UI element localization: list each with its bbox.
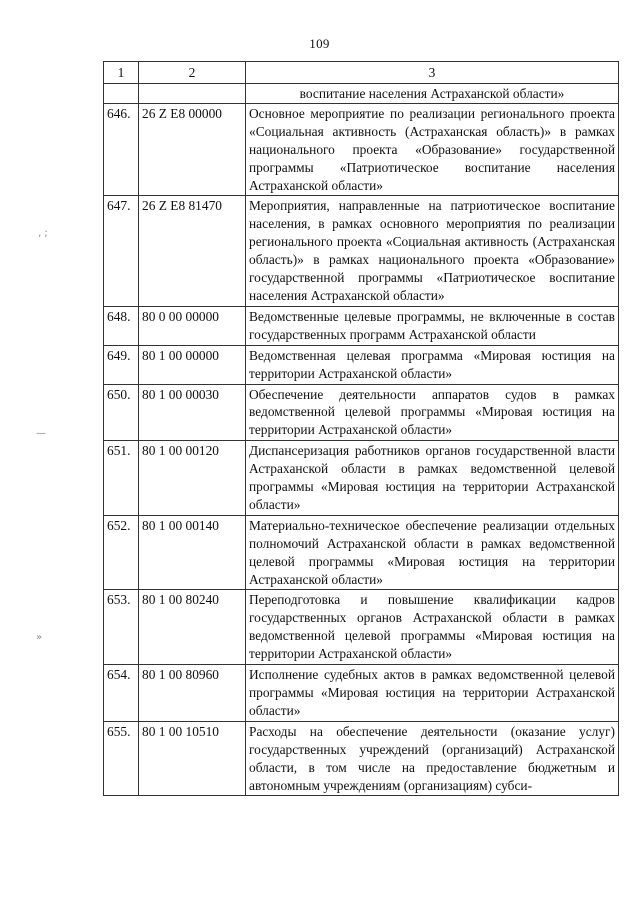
table-row bbox=[104, 306, 619, 345]
continuation-text: воспитание населения Астраханской области» bbox=[246, 84, 619, 104]
column-header-3: 3 bbox=[246, 62, 619, 84]
budget-classification-table bbox=[103, 61, 619, 796]
table-row bbox=[104, 441, 619, 516]
row-code: 80 1 00 00030 bbox=[139, 384, 246, 441]
row-number: 649. bbox=[104, 345, 139, 384]
row-description: Расходы на обеспечение деятельности (оказание услуг) государственных учреждений (организаций) Астраханской области, в том числе на предоставление бюджетным и автономным учреждениям (организациям) субси- bbox=[246, 721, 619, 796]
row-number: 650. bbox=[104, 384, 139, 441]
row-number: 653. bbox=[104, 590, 139, 665]
column-header-1: 1 bbox=[104, 62, 139, 84]
row-code: 80 1 00 00120 bbox=[139, 441, 246, 516]
table-row bbox=[104, 103, 619, 196]
row-description: Обеспечение деятельности аппаратов судов в рамках ведомственной целевой программы «Мировая юстиция на территории Астраханской области» bbox=[246, 384, 619, 441]
row-description: Материально-техническое обеспечение реализации отдельных полномочий Астраханской области в рамках ведомственной целевой программы «Мировая юстиция на территории Астраханской области» bbox=[246, 515, 619, 590]
row-description: Основное мероприятие по реализации регионального проекта «Социальная активность (Астраханская область)» в рамках национального проекта «Образование» государственной программы «Патриотическое воспитание населения Астраханской области» bbox=[246, 103, 619, 196]
row-code: 80 1 00 80960 bbox=[139, 665, 246, 722]
scan-margin-mark: » bbox=[36, 632, 43, 643]
row-code: 80 1 00 10510 bbox=[139, 721, 246, 796]
row-code: 80 1 00 00140 bbox=[139, 515, 246, 590]
continuation-code-cell bbox=[139, 84, 246, 104]
row-description: Исполнение судебных актов в рамках ведомственной целевой программы «Мировая юстиция на территории Астраханской области» bbox=[246, 665, 619, 722]
table-row bbox=[104, 721, 619, 796]
row-description: Ведомственная целевая программа «Мировая юстиция на территории Астраханской области» bbox=[246, 345, 619, 384]
row-description: Переподготовка и повышение квалификации кадров государственных органов Астраханской области в рамках ведомственной целевой программы «Мировая юстиция на территории Астраханской области» bbox=[246, 590, 619, 665]
row-description: Ведомственные целевые программы, не включенные в состав государственных программ Астраханской области bbox=[246, 306, 619, 345]
table-row bbox=[104, 665, 619, 722]
table-body bbox=[104, 62, 619, 796]
row-number: 646. bbox=[104, 103, 139, 196]
continuation-num-cell bbox=[104, 84, 139, 104]
table-row bbox=[104, 515, 619, 590]
row-code: 26 Z E8 81470 bbox=[139, 196, 246, 306]
row-number: 652. bbox=[104, 515, 139, 590]
column-header-2: 2 bbox=[139, 62, 246, 84]
row-number: 655. bbox=[104, 721, 139, 796]
scan-margin-mark: ‚ ; bbox=[38, 228, 48, 239]
table-row bbox=[104, 196, 619, 306]
row-code: 80 1 00 80240 bbox=[139, 590, 246, 665]
row-number: 647. bbox=[104, 196, 139, 306]
row-description: Мероприятия, направленные на патриотическое воспитание населения, в рамках основного мероприятия по реализации регионального проекта «Социальная активность (Астраханская область)» в рамках национального проекта «Образование» государственной программы «Патриотическое воспитание населения Астраханской области» bbox=[246, 196, 619, 306]
page-number: 109 bbox=[309, 36, 330, 51]
table-row bbox=[104, 384, 619, 441]
row-description: Диспансеризация работников органов государственной власти Астраханской области в рамках ведомственной целевой программы «Мировая юстиция на территории Астраханской области» bbox=[246, 441, 619, 516]
scan-margin-mark: — bbox=[36, 428, 46, 439]
table-row bbox=[104, 590, 619, 665]
row-number: 651. bbox=[104, 441, 139, 516]
row-code: 26 Z E8 00000 bbox=[139, 103, 246, 196]
row-code: 80 0 00 00000 bbox=[139, 306, 246, 345]
table-header-row bbox=[104, 62, 619, 84]
row-code: 80 1 00 00000 bbox=[139, 345, 246, 384]
table-row bbox=[104, 345, 619, 384]
row-number: 648. bbox=[104, 306, 139, 345]
continuation-row bbox=[104, 84, 619, 104]
row-number: 654. bbox=[104, 665, 139, 722]
